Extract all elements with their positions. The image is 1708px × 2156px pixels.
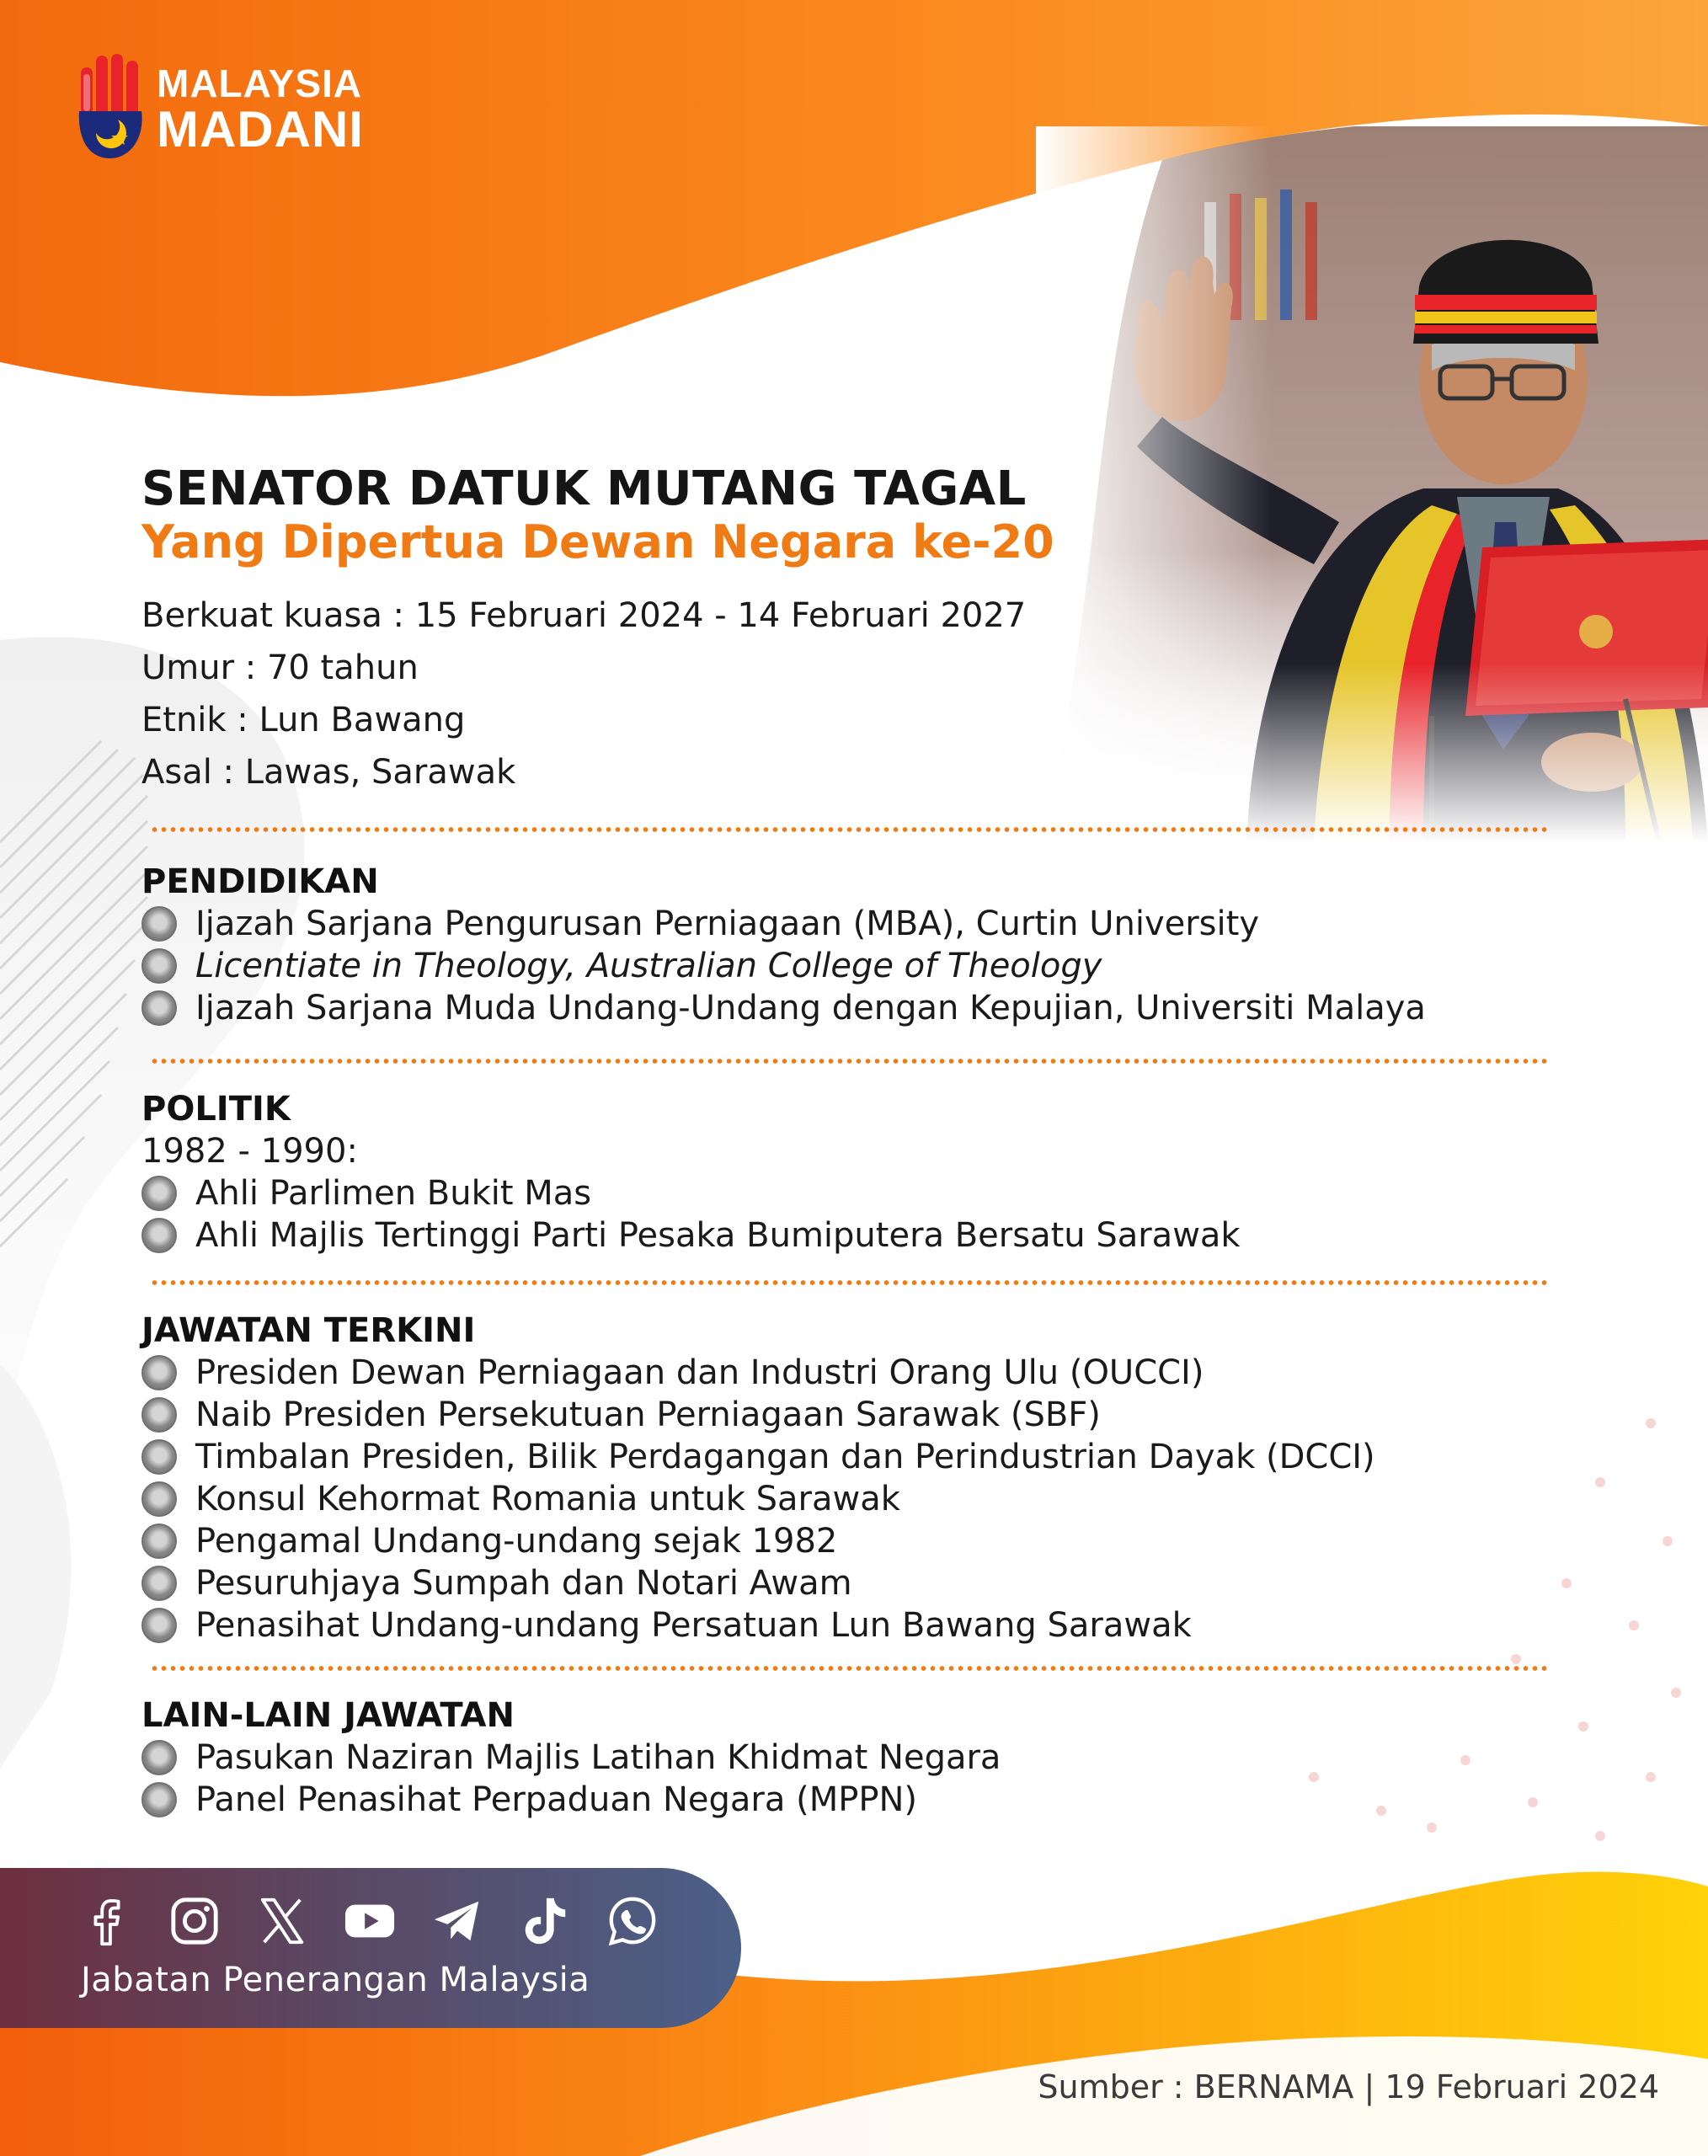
- list-item: [141, 1478, 1375, 1520]
- list-item: [141, 1436, 1375, 1478]
- list-item: [141, 903, 1426, 945]
- section-jawatan-terkini: [141, 1310, 1375, 1646]
- logo-text-madani: MADANI: [157, 101, 364, 157]
- x-icon[interactable]: [256, 1895, 308, 1947]
- list-item-text: Timbalan Presiden, Bilik Perdagangan dan Perindustrian Dayak (DCCI): [195, 1438, 1375, 1476]
- radio-bullet-icon: [141, 1524, 177, 1559]
- radio-bullet-icon: [141, 1397, 177, 1433]
- list-item-text: Naib Presiden Persekutuan Perniagaan Sarawak (SBF): [195, 1396, 1101, 1434]
- radio-bullet-icon: [141, 1439, 177, 1475]
- facebook-icon[interactable]: [81, 1895, 133, 1947]
- senator-portrait: [1036, 126, 1708, 842]
- list-item: [141, 1172, 1241, 1214]
- section-heading: POLITIK: [141, 1090, 291, 1129]
- dotted-divider: [150, 1666, 1548, 1671]
- radio-bullet-icon: [141, 1566, 177, 1601]
- list-item-text: Ijazah Sarjana Pengurusan Perniagaan (MBA), Curtin University: [195, 905, 1259, 943]
- radio-bullet-icon: [141, 1782, 177, 1817]
- radio-bullet-icon: [141, 1481, 177, 1517]
- radio-bullet-icon: [141, 1218, 177, 1253]
- section-pendidikan: [141, 861, 1426, 1029]
- radio-bullet-icon: [141, 1740, 177, 1775]
- info-origin: Asal : Lawas, Sarawak: [141, 753, 516, 792]
- dotted-divider: [150, 1280, 1548, 1285]
- tiktok-icon[interactable]: [519, 1895, 571, 1947]
- malaysia-madani-logo: [76, 52, 379, 166]
- dotted-divider: [150, 1059, 1548, 1064]
- radio-bullet-icon: [141, 948, 177, 984]
- info-ethnicity: Etnik : Lun Bawang: [141, 701, 466, 739]
- section-heading: JAWATAN TERKINI: [141, 1311, 476, 1350]
- list-item: [141, 1352, 1375, 1394]
- list-item-text: Pasukan Naziran Majlis Latihan Khidmat Negara: [195, 1738, 1001, 1777]
- social-media-banner: [0, 1868, 741, 2028]
- list-item-text: Ijazah Sarjana Muda Undang-Undang dengan Kepujian, Universiti Malaya: [195, 989, 1426, 1027]
- list-item: [141, 1562, 1375, 1604]
- politik-period: 1982 - 1990:: [141, 1132, 358, 1171]
- youtube-icon[interactable]: [344, 1895, 396, 1947]
- list-item-text: Ahli Parlimen Bukit Mas: [195, 1174, 592, 1213]
- list-item: [141, 1604, 1375, 1646]
- madani-hand-emblem-icon: [76, 52, 152, 162]
- list-item-text: Licentiate in Theology, Australian College of Theology: [195, 947, 1102, 985]
- list-item: [141, 1779, 1001, 1821]
- agency-name: Jabatan Penerangan Malaysia: [81, 1961, 590, 1999]
- section-politik: [141, 1088, 1241, 1257]
- list-item: [141, 1737, 1001, 1779]
- instagram-icon[interactable]: [168, 1895, 221, 1947]
- list-item-text: Pesuruhjaya Sumpah dan Notari Awam: [195, 1564, 852, 1603]
- radio-bullet-icon: [141, 1176, 177, 1211]
- radio-bullet-icon: [141, 1608, 177, 1643]
- senator-name: SENATOR DATUK MUTANG TAGAL: [141, 462, 1027, 516]
- position-title: Yang Dipertua Dewan Negara ke-20: [141, 515, 1054, 568]
- list-item-text: Presiden Dewan Perniagaan dan Industri Orang Ulu (OUCCI): [195, 1353, 1204, 1392]
- social-icons-row: [81, 1895, 659, 1947]
- list-item: [141, 945, 1426, 987]
- info-term: Berkuat kuasa : 15 Februari 2024 - 14 Februari 2027: [141, 596, 1027, 635]
- whatsapp-icon[interactable]: [606, 1895, 659, 1947]
- dotted-divider: [150, 827, 1548, 832]
- list-item: [141, 1394, 1375, 1436]
- telegram-icon[interactable]: [431, 1895, 483, 1947]
- section-heading: LAIN-LAIN JAWATAN: [141, 1696, 515, 1735]
- section-lain-lain-jawatan: [141, 1694, 1001, 1821]
- list-item-text: Ahli Majlis Tertinggi Parti Pesaka Bumiputera Bersatu Sarawak: [195, 1216, 1241, 1255]
- list-item-text: Konsul Kehormat Romania untuk Sarawak: [195, 1480, 900, 1518]
- list-item-text: Penasihat Undang-undang Persatuan Lun Bawang Sarawak: [195, 1606, 1192, 1645]
- list-item: [141, 1214, 1241, 1257]
- radio-bullet-icon: [141, 906, 177, 942]
- info-block: [141, 590, 1026, 798]
- logo-text-malaysia: MALAYSIA: [157, 61, 362, 105]
- section-heading: PENDIDIKAN: [141, 862, 379, 901]
- radio-bullet-icon: [141, 1355, 177, 1390]
- info-age: Umur : 70 tahun: [141, 648, 419, 687]
- list-item: [141, 987, 1426, 1029]
- list-item: [141, 1520, 1375, 1562]
- source-credit: Sumber : BERNAMA | 19 Februari 2024: [1038, 2068, 1659, 2105]
- list-item-text: Panel Penasihat Perpaduan Negara (MPPN): [195, 1780, 917, 1819]
- list-item-text: Pengamal Undang-undang sejak 1982: [195, 1522, 838, 1561]
- radio-bullet-icon: [141, 990, 177, 1026]
